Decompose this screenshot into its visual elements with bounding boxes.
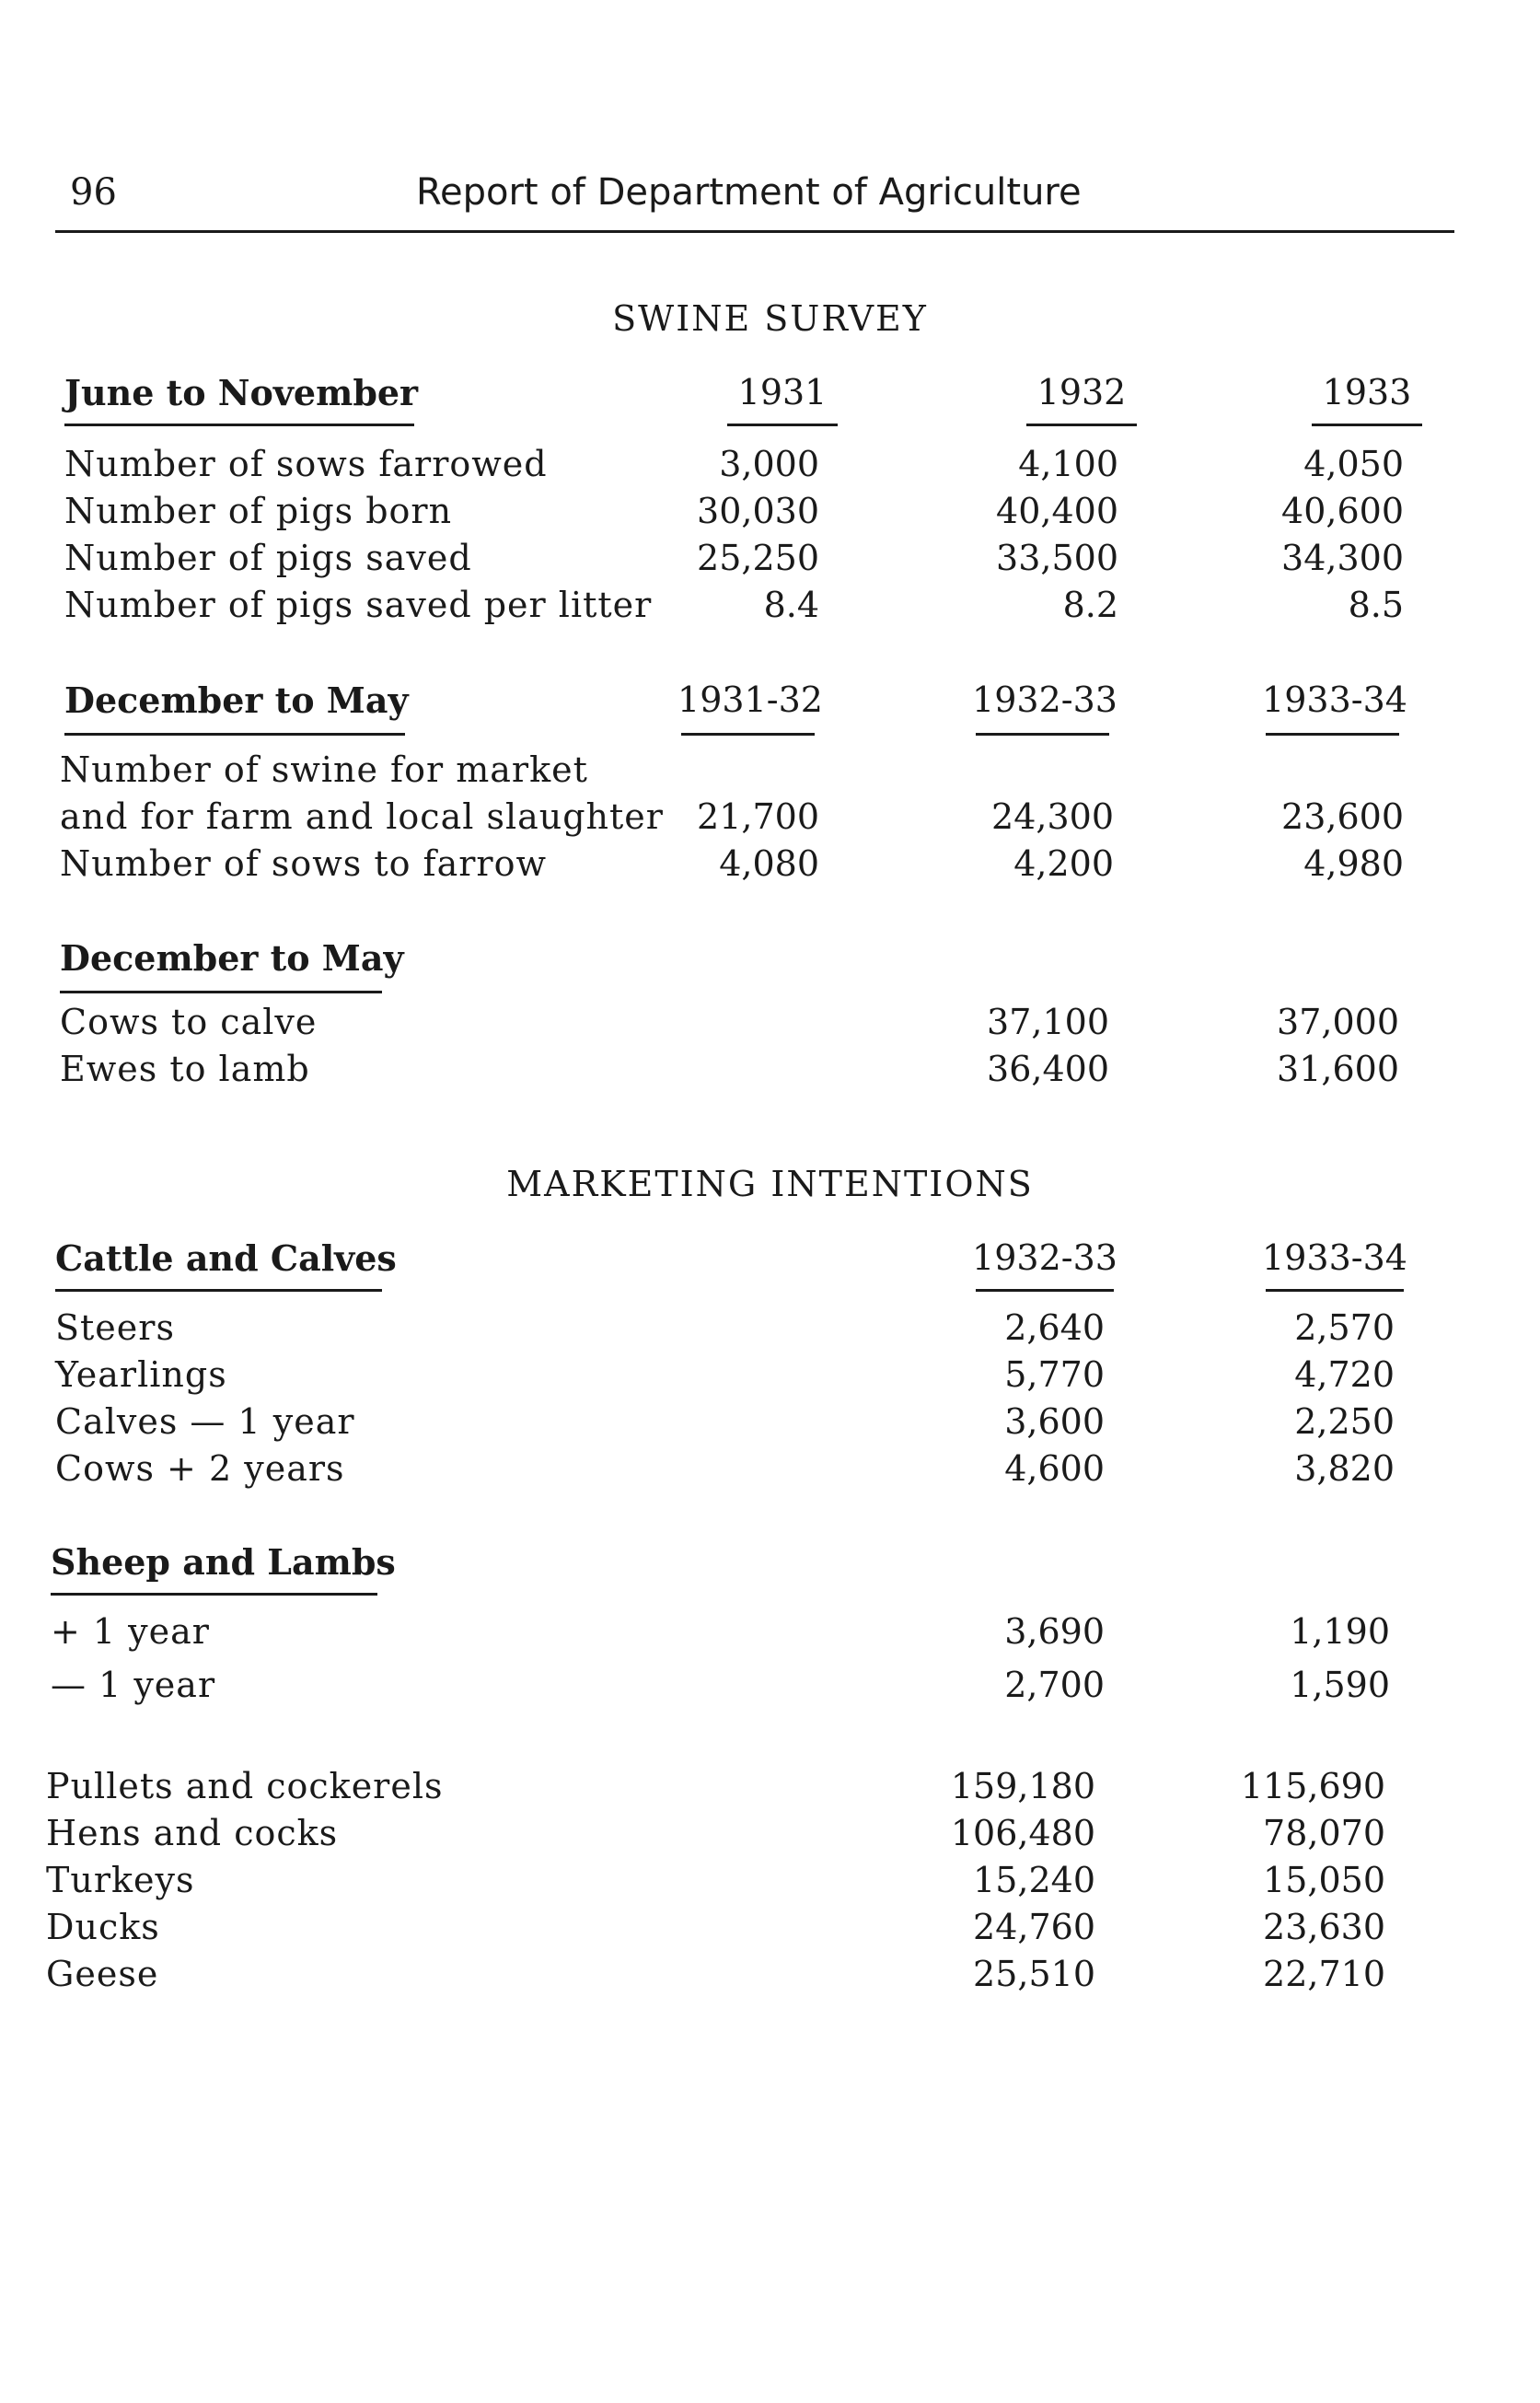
cell-value: 24,300 <box>991 796 1114 837</box>
row-label: Number of sows farrowed <box>64 444 548 484</box>
column-header-underline <box>976 1289 1114 1292</box>
row-label: Number of swine for market <box>60 749 588 790</box>
cell-value: 25,250 <box>697 538 819 578</box>
group-label-june-november: June to November <box>64 372 419 413</box>
cell-value: 25,510 <box>973 1954 1095 1994</box>
group-label-underline <box>64 733 405 736</box>
cell-value: 36,400 <box>987 1049 1109 1089</box>
cell-value: 4,100 <box>1018 444 1118 484</box>
row-label: Number of sows to farrow <box>60 843 548 884</box>
cell-value: 40,600 <box>1281 491 1404 531</box>
cell-value: 4,080 <box>719 843 819 884</box>
cell-value: 8.5 <box>1348 585 1404 625</box>
row-label: Number of pigs saved per litter <box>64 585 653 625</box>
group-label-cattle-calves: Cattle and Calves <box>55 1237 397 1279</box>
cell-value: 30,030 <box>697 491 819 531</box>
group-label-underline <box>51 1593 377 1596</box>
row-label: Number of pigs saved <box>64 538 472 578</box>
cell-value: 8.4 <box>763 585 819 625</box>
cell-value: 23,600 <box>1281 796 1404 837</box>
column-header-underline <box>681 733 815 736</box>
row-label: and for farm and local slaughter <box>60 796 664 837</box>
cell-value: 37,100 <box>987 1002 1109 1042</box>
row-label: Pullets and cockerels <box>46 1766 444 1806</box>
cell-value: 31,600 <box>1277 1049 1399 1089</box>
group-label-underline <box>60 991 382 993</box>
row-label: Steers <box>55 1307 175 1348</box>
row-label: Geese <box>46 1954 159 1994</box>
column-header-underline <box>727 424 838 426</box>
cell-value: 2,570 <box>1294 1307 1395 1348</box>
cell-value: 23,630 <box>1263 1907 1385 1947</box>
cell-value: 159,180 <box>950 1766 1095 1806</box>
cell-value: 2,250 <box>1294 1401 1395 1442</box>
column-header-1931-32: 1931-32 <box>677 679 823 720</box>
cell-value: 78,070 <box>1263 1813 1385 1853</box>
page-number: 96 <box>70 171 117 214</box>
cell-value: 21,700 <box>697 796 819 837</box>
column-header-1933-34: 1933-34 <box>1262 1237 1407 1278</box>
row-label: Cows + 2 years <box>55 1448 345 1489</box>
cell-value: 33,500 <box>996 538 1118 578</box>
column-header-1933-34: 1933-34 <box>1262 679 1407 720</box>
group-label-december-may: December to May <box>64 679 409 721</box>
cell-value: 4,720 <box>1294 1354 1395 1395</box>
column-header-underline <box>1266 1289 1404 1292</box>
cell-value: 5,770 <box>1004 1354 1105 1395</box>
running-header-title: Report of Department of Agriculture <box>416 171 1082 214</box>
cell-value: 15,240 <box>973 1860 1095 1900</box>
cell-value: 15,050 <box>1263 1860 1385 1900</box>
cell-value: 4,980 <box>1303 843 1404 884</box>
column-header-underline <box>976 733 1109 736</box>
cell-value: 24,760 <box>973 1907 1095 1947</box>
column-header-1932: 1932 <box>1036 372 1127 412</box>
cell-value: 34,300 <box>1281 538 1404 578</box>
row-label: Number of pigs born <box>64 491 453 531</box>
cell-value: 3,600 <box>1004 1401 1105 1442</box>
cell-value: 106,480 <box>950 1813 1095 1853</box>
header-rule <box>55 230 1454 233</box>
column-header-underline <box>1026 424 1137 426</box>
column-header-1932-33: 1932-33 <box>972 679 1117 720</box>
cell-value: 3,000 <box>719 444 819 484</box>
row-label: Hens and cocks <box>46 1813 339 1853</box>
row-label: Ducks <box>46 1907 160 1947</box>
row-label: Cows to calve <box>60 1002 318 1042</box>
column-header-1931: 1931 <box>737 372 828 412</box>
column-header-1933: 1933 <box>1322 372 1412 412</box>
cell-value: 4,600 <box>1004 1448 1105 1489</box>
column-header-1932-33: 1932-33 <box>972 1237 1117 1278</box>
cell-value: 2,700 <box>1004 1665 1105 1705</box>
row-label: Ewes to lamb <box>60 1049 310 1089</box>
cell-value: 22,710 <box>1263 1954 1385 1994</box>
row-label: + 1 year <box>51 1611 210 1652</box>
cell-value: 1,190 <box>1290 1611 1390 1652</box>
group-label-sheep-lambs: Sheep and Lambs <box>51 1541 396 1583</box>
group-label-december-may-livestock: December to May <box>60 937 404 979</box>
cell-value: 4,050 <box>1303 444 1404 484</box>
column-header-underline <box>1312 424 1422 426</box>
cell-value: 115,690 <box>1240 1766 1385 1806</box>
column-header-underline <box>1266 733 1399 736</box>
marketing-intentions-title: MARKETING INTENTIONS <box>506 1164 1034 1204</box>
row-label: Calves — 1 year <box>55 1401 355 1442</box>
cell-value: 40,400 <box>996 491 1118 531</box>
cell-value: 8.2 <box>1062 585 1118 625</box>
row-label: — 1 year <box>51 1665 216 1705</box>
row-label: Yearlings <box>55 1354 227 1395</box>
cell-value: 3,820 <box>1294 1448 1395 1489</box>
cell-value: 3,690 <box>1004 1611 1105 1652</box>
group-label-underline <box>55 1289 382 1292</box>
cell-value: 4,200 <box>1013 843 1114 884</box>
cell-value: 37,000 <box>1277 1002 1399 1042</box>
cell-value: 1,590 <box>1290 1665 1390 1705</box>
cell-value: 2,640 <box>1004 1307 1105 1348</box>
row-label: Turkeys <box>46 1860 195 1900</box>
swine-survey-title: SWINE SURVEY <box>612 298 928 339</box>
group-label-underline <box>64 424 414 426</box>
